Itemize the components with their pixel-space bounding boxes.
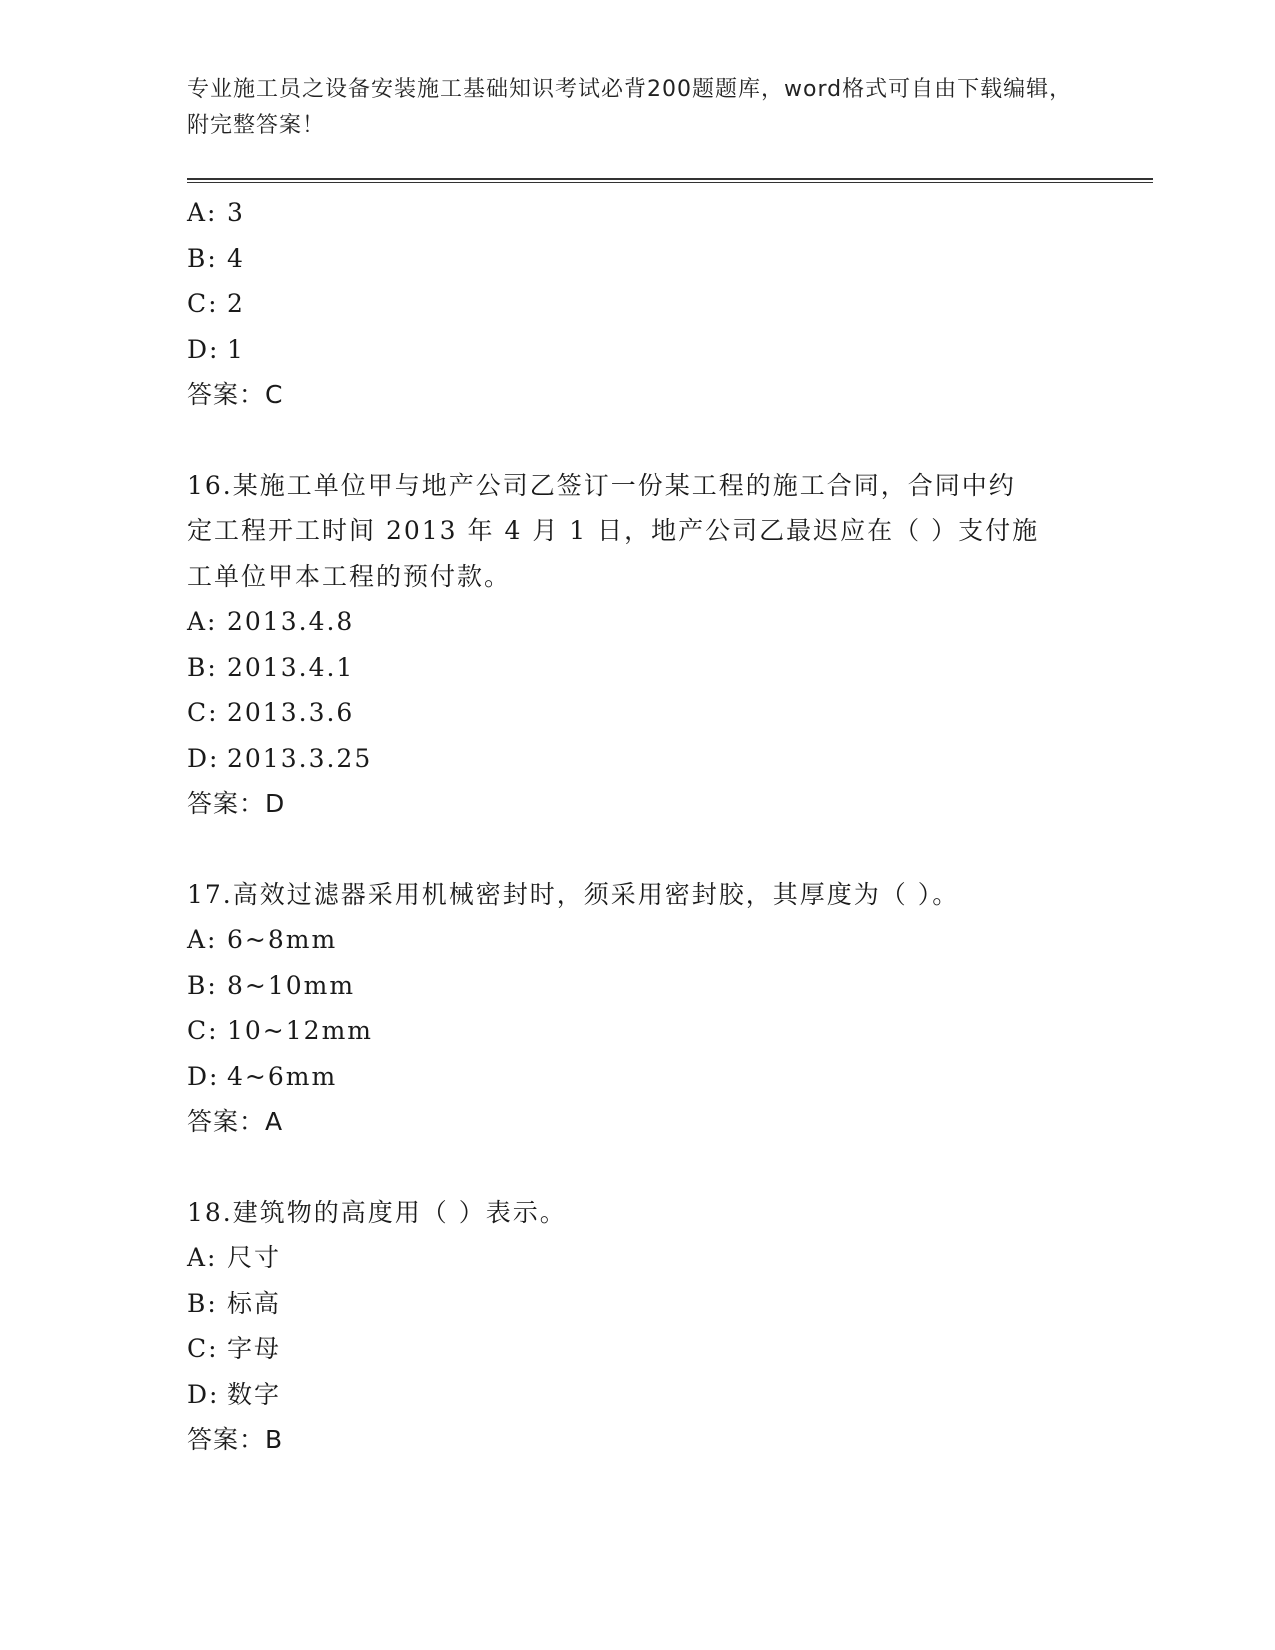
option-d: D: 2013.3.25	[187, 743, 373, 773]
option-d: D: 1	[187, 334, 245, 364]
question-16	[187, 463, 1087, 827]
question-17	[187, 872, 1087, 1145]
option-b: B: 8~10mm	[187, 970, 356, 1000]
option-a: A: 3	[187, 198, 245, 227]
question-stem: 18.建筑物的高度用（ ）表示。	[187, 1197, 567, 1227]
option-c: C: 2	[187, 289, 245, 318]
option-b: B: 标高	[187, 1288, 282, 1318]
answer-line: 答案：A	[187, 1107, 284, 1136]
prev-question-block	[187, 190, 1087, 418]
question-stem: 17.高效过滤器采用机械密封时，须采用密封胶，其厚度为（ ）。	[187, 879, 960, 909]
option-d: D: 4~6mm	[187, 1061, 338, 1091]
option-c: C: 2013.3.6	[187, 698, 355, 727]
option-c: C: 字母	[187, 1334, 282, 1363]
question-stem: 16.某施工单位甲与地产公司乙签订一份某工程的施工合同，合同中约 定工程开工时间 2013 年 4 月 1 日，地产公司乙最迟应在（ ）支付施 工单位甲本工程的预付款。	[187, 470, 1040, 591]
question-18	[187, 1190, 1087, 1463]
document-title: 专业施工员之设备安装施工基础知识考试必背200题题库，word格式可自由下载编辑，附完整答案！	[187, 77, 1073, 138]
option-a: A: 6~8mm	[187, 925, 338, 954]
answer-line: 答案：C	[187, 380, 284, 409]
option-b: B: 2013.4.1	[187, 652, 355, 682]
option-d: D: 数字	[187, 1379, 282, 1409]
option-a: A: 2013.4.8	[187, 607, 355, 636]
option-c: C: 10~12mm	[187, 1016, 373, 1045]
answer-line: 答案：B	[187, 1425, 284, 1454]
question-list	[187, 190, 1087, 1463]
answer-line: 答案：D	[187, 789, 286, 818]
option-b: B: 4	[187, 243, 245, 273]
header-divider	[187, 178, 1153, 183]
option-a: A: 尺寸	[187, 1243, 282, 1272]
